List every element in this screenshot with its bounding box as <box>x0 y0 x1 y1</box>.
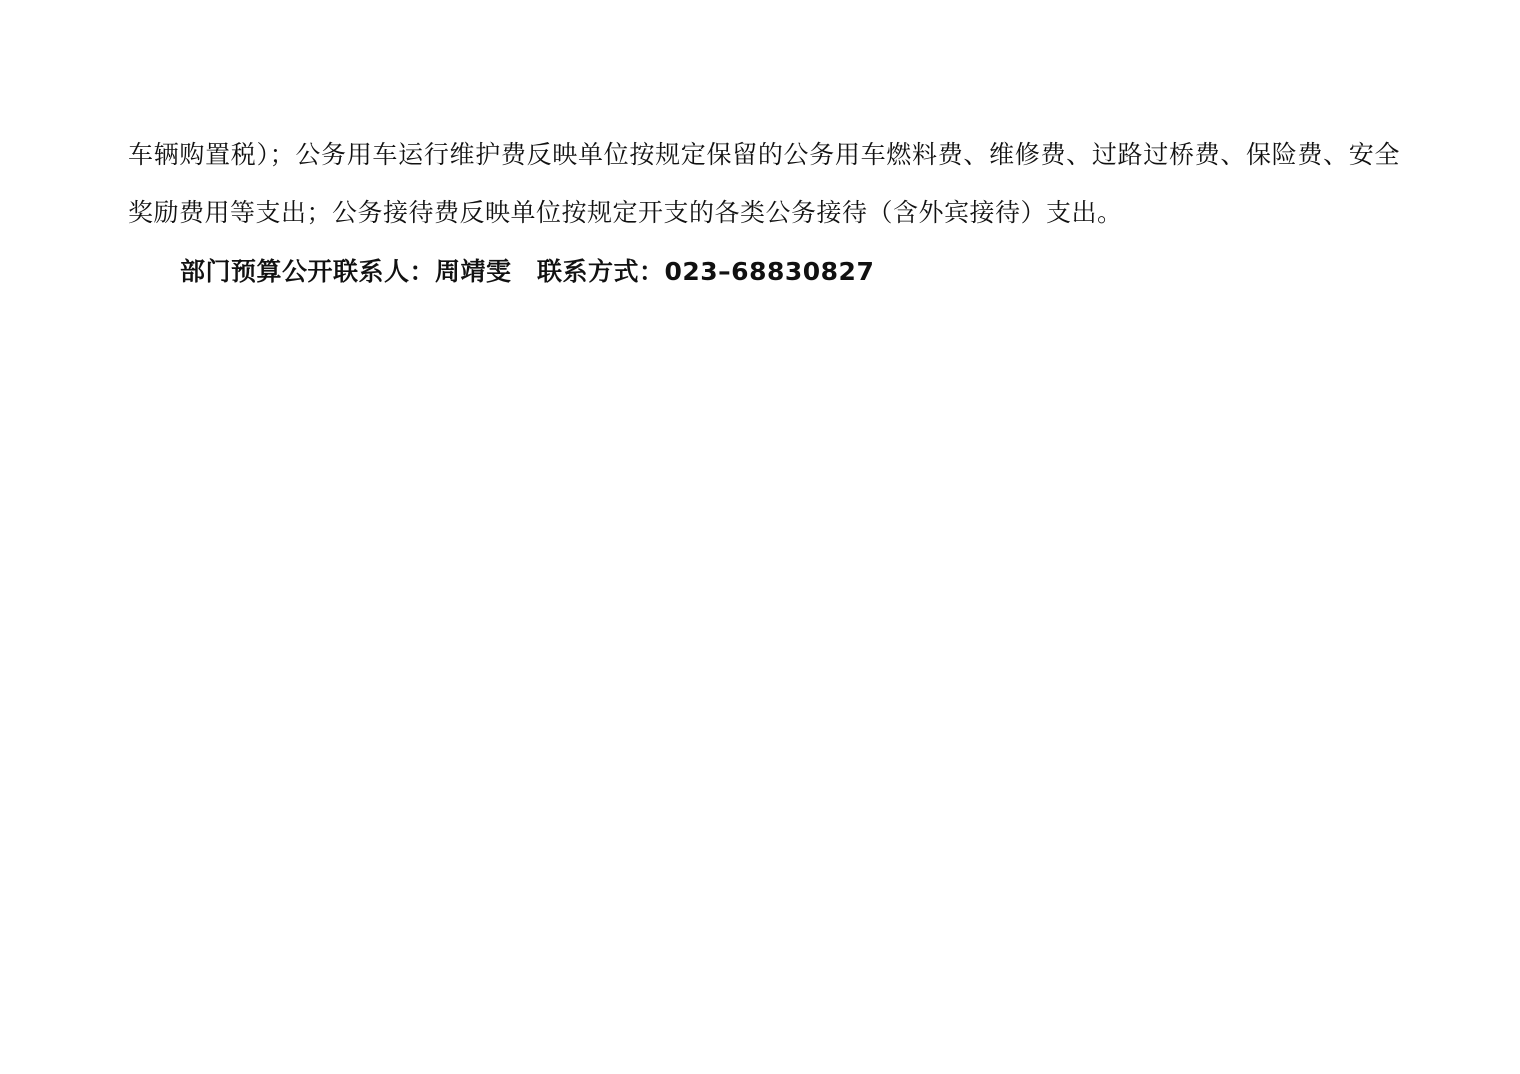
body-paragraph-block <box>128 126 1400 242</box>
budget-contact-line: 部门预算公开联系人：周靖雯 联系方式：023–68830827 <box>180 257 875 286</box>
body-paragraph: 车辆购置税）；公务用车运行维护费反映单位按规定保留的公务用车燃料费、维修费、过路过桥费、保险费、安全奖励费用等支出；公务接待费反映单位按规定开支的各类公务接待（含外宾接待）支出。 <box>128 140 1400 227</box>
